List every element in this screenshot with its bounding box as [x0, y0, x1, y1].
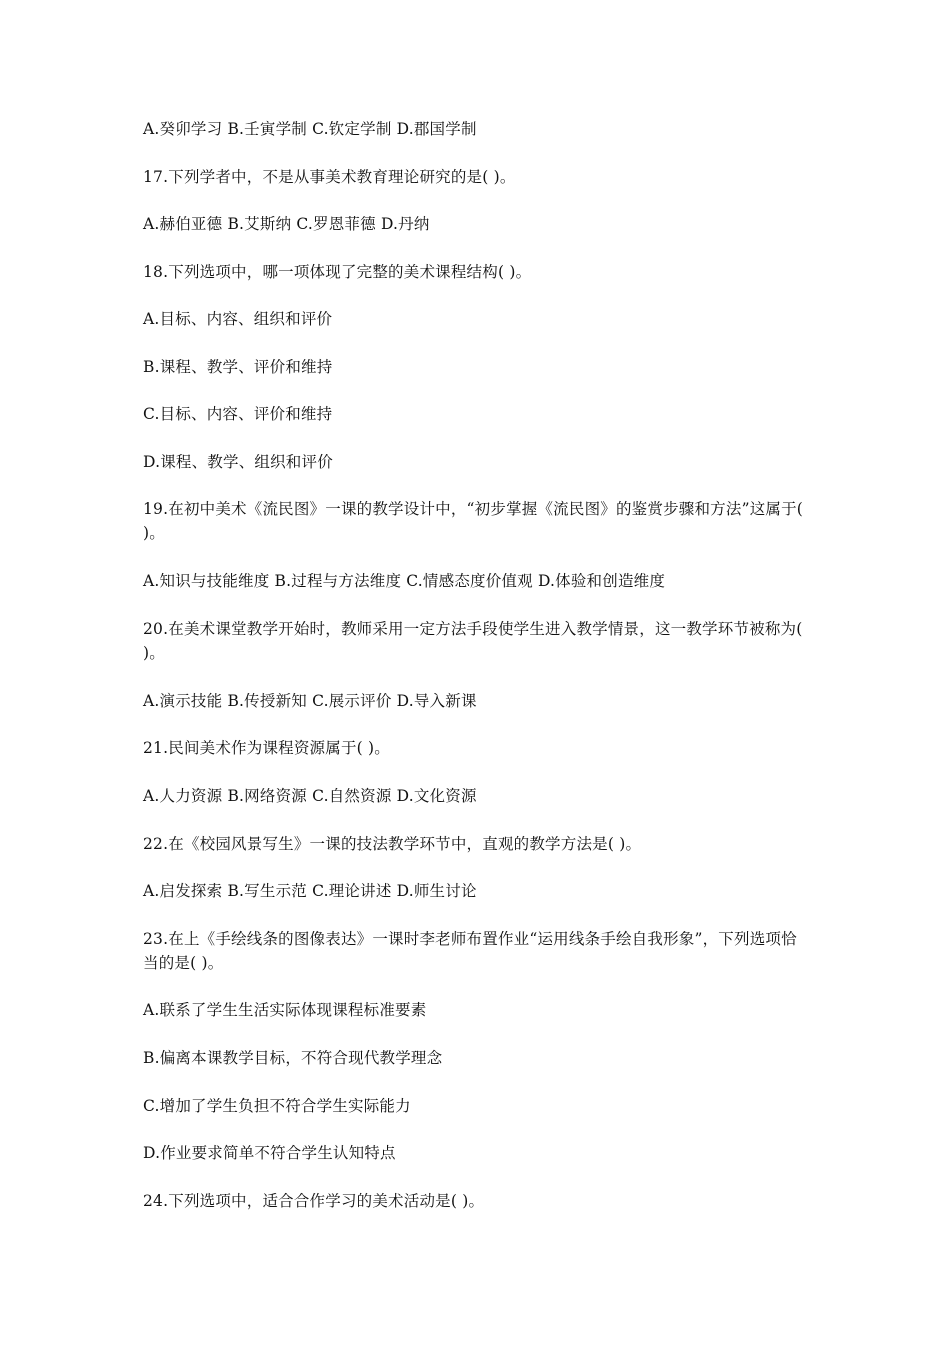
q19-options: A.知识与技能维度 B.过程与方法维度 C.情感态度价值观 D.体验和创造维度: [143, 572, 666, 590]
q17-question: 17.下列学者中，不是从事美术教育理论研究的是( )。: [143, 168, 516, 186]
q18-question: 18.下列选项中，哪一项体现了完整的美术课程结构( )。: [143, 263, 532, 281]
q21-options: A.人力资源 B.网络资源 C.自然资源 D.文化资源: [143, 787, 477, 805]
q23-question: 23.在上《手绘线条的图像表达》一课时李老师布置作业“运用线条手绘自我形象”，下列选项恰当的是( )。: [143, 930, 797, 972]
q23-option-c: C.增加了学生负担不符合学生实际能力: [143, 1097, 411, 1115]
q18-option-a: A.目标、内容、组织和评价: [143, 310, 333, 328]
q19-question: 19.在初中美术《流民图》一课的教学设计中，“初步掌握《流民图》的鉴赏步骤和方法”这属于( )。: [143, 500, 804, 542]
q24-question: 24.下列选项中，适合合作学习的美术活动是( )。: [143, 1192, 485, 1210]
q21-question: 21.民间美术作为课程资源属于( )。: [143, 739, 390, 757]
q23-option-d: D.作业要求简单不符合学生认知特点: [143, 1144, 396, 1162]
q17-options: A.赫伯亚德 B.艾斯纳 C.罗恩菲德 D.丹纳: [143, 215, 430, 233]
q18-option-d: D.课程、教学、组织和评价: [143, 453, 333, 471]
q22-question: 22.在《校园风景写生》一课的技法教学环节中，直观的教学方法是( )。: [143, 835, 642, 853]
q16-options: A.癸卯学习 B.壬寅学制 C.钦定学制 D.郡国学制: [143, 120, 477, 138]
q23-option-b: B.偏离本课教学目标，不符合现代教学理念: [143, 1049, 443, 1067]
q20-options: A.演示技能 B.传授新知 C.展示评价 D.导入新课: [143, 692, 477, 710]
q23-option-a: A.联系了学生生活实际体现课程标准要素: [143, 1001, 427, 1019]
q18-option-b: B.课程、教学、评价和维持: [143, 358, 333, 376]
q20-question: 20.在美术课堂教学开始时，教师采用一定方法手段使学生进入教学情景，这一教学环节被称为( )。: [143, 620, 803, 662]
q18-option-c: C.目标、内容、评价和维持: [143, 405, 333, 423]
q22-options: A.启发探索 B.写生示范 C.理论讲述 D.师生讨论: [143, 882, 477, 900]
